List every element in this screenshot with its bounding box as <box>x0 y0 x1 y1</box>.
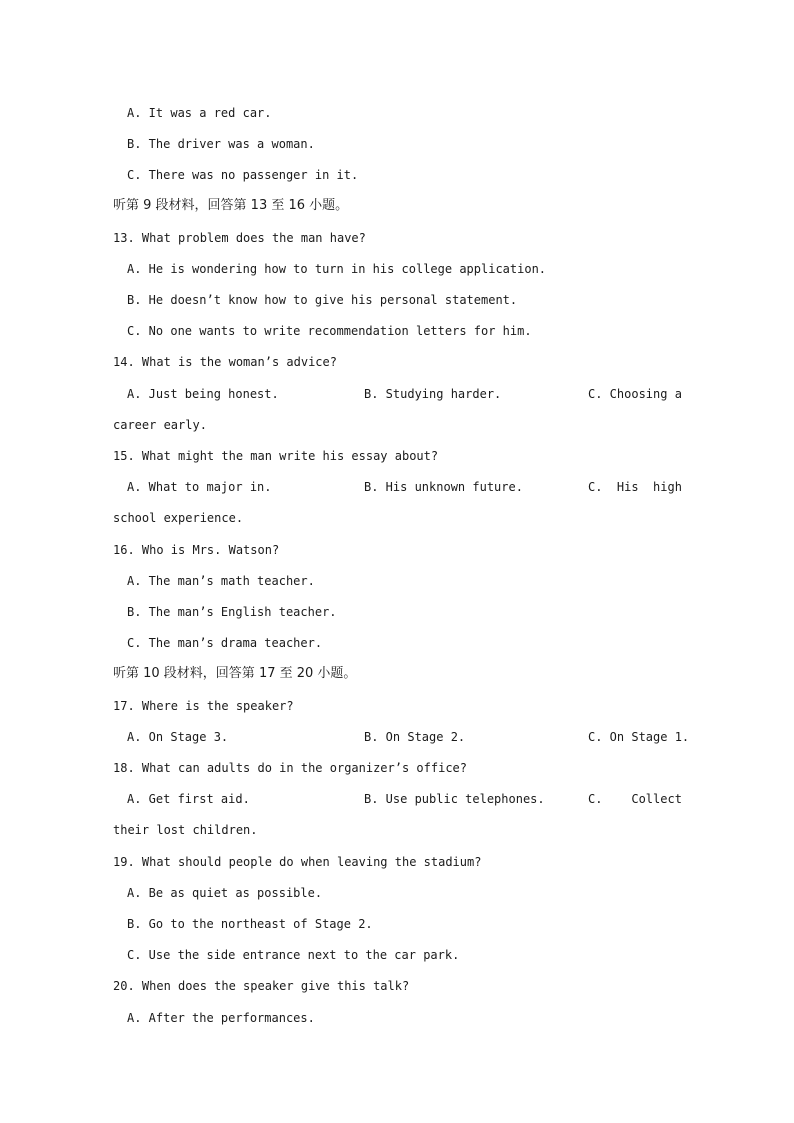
q15-question: 15. What might the man write his essay about? <box>113 449 439 463</box>
q13-option-c: C. No one wants to write recommendation letters for him. <box>127 324 532 338</box>
q14-option-b: B. Studying harder. <box>364 387 502 401</box>
q13-option-a: A. He is wondering how to turn in his college application. <box>127 262 547 276</box>
q17-option-b: B. On Stage 2. <box>364 730 466 744</box>
q18-option-c-continued: their lost children. <box>113 823 258 837</box>
section-9-heading: 听第 9 段材料，回答第 13 至 16 小题。 <box>113 198 349 213</box>
q20-option-a: A. After the performances. <box>127 1011 315 1025</box>
q17-option-c: C. On Stage 1. <box>588 730 690 744</box>
q16-option-a: A. The man’s math teacher. <box>127 574 315 588</box>
q18-option-b: B. Use public telephones. <box>364 792 545 806</box>
q15-option-c-continued: school experience. <box>113 511 244 525</box>
q17-question: 17. Where is the speaker? <box>113 699 294 713</box>
q14-option-a: A. Just being honest. <box>127 387 279 401</box>
q16-option-c: C. The man’s drama teacher. <box>127 636 323 650</box>
q19-option-b: B. Go to the northeast of Stage 2. <box>127 917 373 931</box>
q15-option-b: B. His unknown future. <box>364 480 523 494</box>
q12-option-a: A. It was a red car. <box>127 106 272 120</box>
q13-question: 13. What problem does the man have? <box>113 231 366 245</box>
q16-question: 16. Who is Mrs. Watson? <box>113 543 280 557</box>
q18-option-c: C. Collect <box>588 792 682 806</box>
q17-option-a: A. On Stage 3. <box>127 730 229 744</box>
q20-question: 20. When does the speaker give this talk? <box>113 979 410 993</box>
q15-option-a: A. What to major in. <box>127 480 272 494</box>
q18-question: 18. What can adults do in the organizer’s office? <box>113 761 468 775</box>
q19-question: 19. What should people do when leaving the stadium? <box>113 855 482 869</box>
q13-option-b: B. He doesn’t know how to give his personal statement. <box>127 293 518 307</box>
q14-question: 14. What is the woman’s advice? <box>113 355 337 369</box>
q12-option-c: C. There was no passenger in it. <box>127 168 359 182</box>
q12-option-b: B. The driver was a woman. <box>127 137 315 151</box>
q15-option-c: C. His high <box>588 480 682 494</box>
q19-option-a: A. Be as quiet as possible. <box>127 886 323 900</box>
q18-option-a: A. Get first aid. <box>127 792 250 806</box>
q16-option-b: B. The man’s English teacher. <box>127 605 337 619</box>
q14-option-c: C. Choosing a <box>588 387 682 401</box>
q14-option-c-continued: career early. <box>113 418 207 432</box>
q19-option-c: C. Use the side entrance next to the car park. <box>127 948 460 962</box>
section-10-heading: 听第 10 段材料，回答第 17 至 20 小题。 <box>113 666 357 681</box>
